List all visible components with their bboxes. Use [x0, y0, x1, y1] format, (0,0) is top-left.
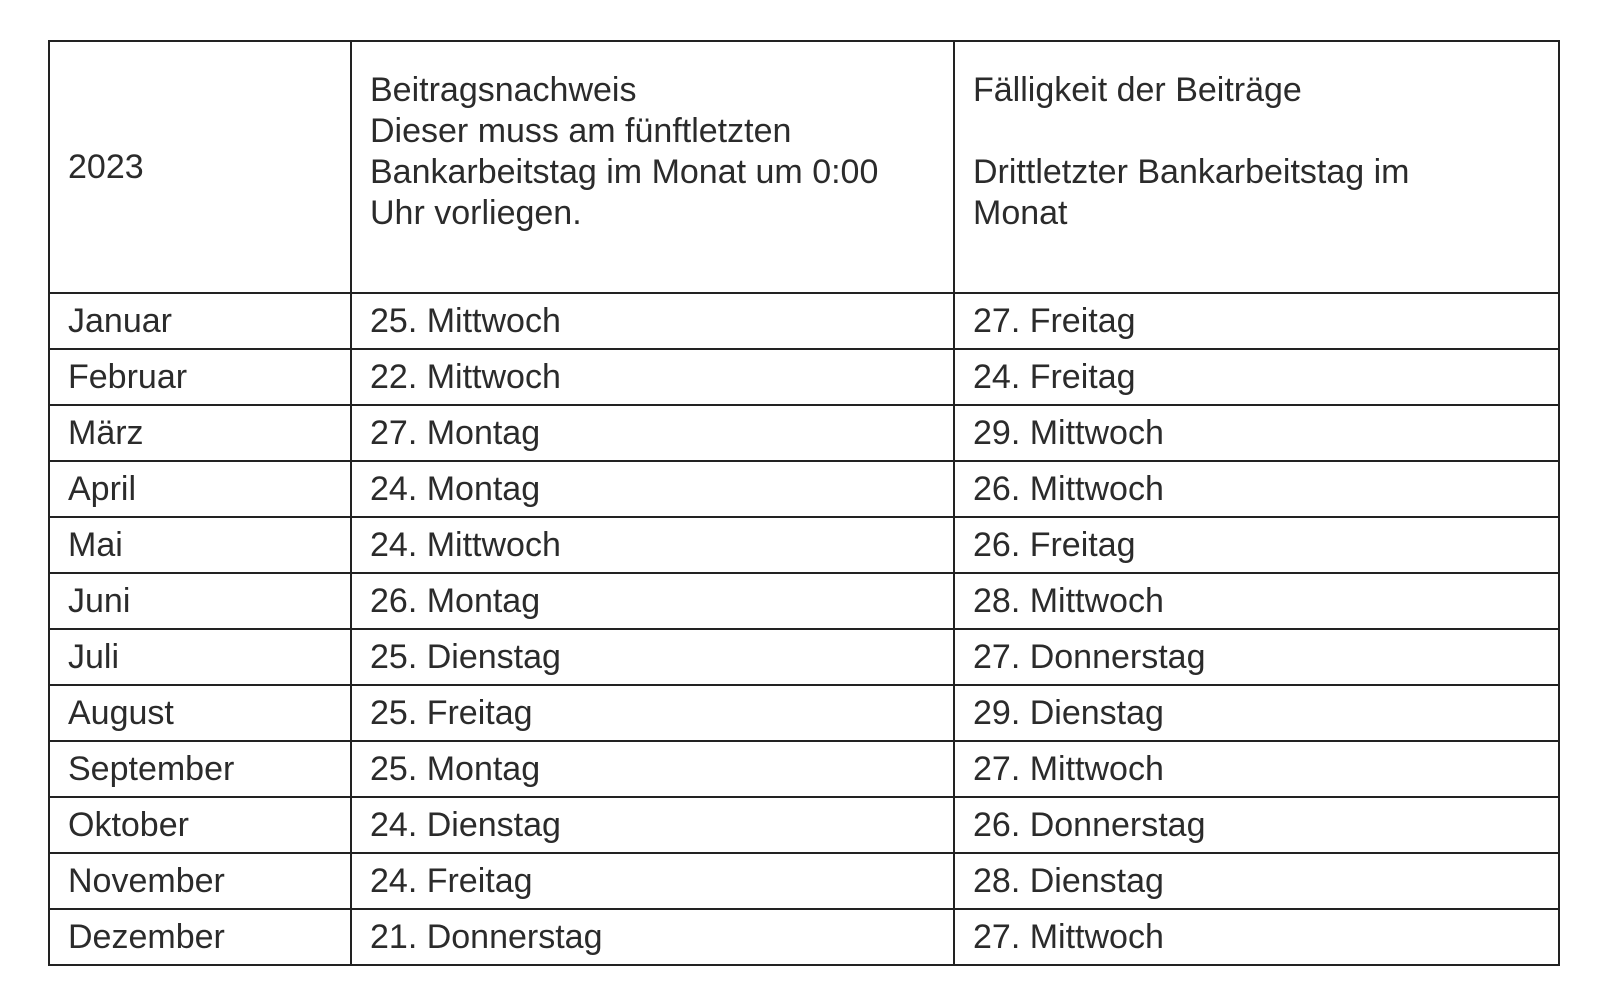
faelligkeit-cell: 29. Mittwoch: [954, 405, 1559, 461]
month-cell: Mai: [49, 517, 351, 573]
month-cell: Juli: [49, 629, 351, 685]
faelligkeit-cell: 27. Freitag: [954, 293, 1559, 349]
beitragsnachweis-cell: 24. Mittwoch: [351, 517, 954, 573]
table-row: [49, 349, 1559, 405]
month-cell: Oktober: [49, 797, 351, 853]
header-col3-spacer: [973, 111, 1540, 152]
faelligkeit-cell: 29. Dienstag: [954, 685, 1559, 741]
faelligkeit-cell: 26. Freitag: [954, 517, 1559, 573]
header-col3-line: Fälligkeit der Beiträge: [973, 71, 1302, 109]
table-row: [49, 797, 1559, 853]
beitragsnachweis-cell: 24. Montag: [351, 461, 954, 517]
beitragsnachweis-cell: 24. Dienstag: [351, 797, 954, 853]
month-cell: Februar: [49, 349, 351, 405]
beitragsnachweis-cell: 24. Freitag: [351, 853, 954, 909]
month-cell: Dezember: [49, 909, 351, 965]
beitrag-schedule-table: [48, 40, 1560, 966]
faelligkeit-cell: 27. Donnerstag: [954, 629, 1559, 685]
beitragsnachweis-cell: 21. Donnerstag: [351, 909, 954, 965]
beitragsnachweis-cell: 27. Montag: [351, 405, 954, 461]
table-row: [49, 461, 1559, 517]
header-year-cell: 2023: [49, 41, 351, 293]
table-row: [49, 405, 1559, 461]
faelligkeit-cell: 27. Mittwoch: [954, 909, 1559, 965]
faelligkeit-cell: 28. Dienstag: [954, 853, 1559, 909]
beitragsnachweis-cell: 22. Mittwoch: [351, 349, 954, 405]
table-row: [49, 685, 1559, 741]
faelligkeit-cell: 28. Mittwoch: [954, 573, 1559, 629]
beitragsnachweis-cell: 26. Montag: [351, 573, 954, 629]
table-row: [49, 741, 1559, 797]
table-row: [49, 573, 1559, 629]
header-col2-line: Dieser muss am fünftletzten: [370, 112, 792, 150]
faelligkeit-cell: 26. Donnerstag: [954, 797, 1559, 853]
month-cell: Juni: [49, 573, 351, 629]
header-col2-line: Bankarbeitstag im Monat um 0:00: [370, 153, 879, 191]
beitragsnachweis-cell: 25. Dienstag: [351, 629, 954, 685]
header-col2-line: Beitragsnachweis: [370, 71, 637, 109]
beitragsnachweis-cell: 25. Montag: [351, 741, 954, 797]
beitragsnachweis-cell: 25. Freitag: [351, 685, 954, 741]
table-header-row: [49, 41, 1559, 293]
faelligkeit-cell: 24. Freitag: [954, 349, 1559, 405]
table-row: [49, 853, 1559, 909]
header-col2-line: Uhr vorliegen.: [370, 194, 582, 232]
header-beitragsnachweis-cell: [351, 41, 954, 293]
table-row: [49, 629, 1559, 685]
header-faelligkeit-cell: [954, 41, 1559, 293]
month-cell: April: [49, 461, 351, 517]
month-cell: März: [49, 405, 351, 461]
table-row: [49, 293, 1559, 349]
header-col3-line: Monat: [973, 194, 1068, 232]
header-col3-line: Drittletzter Bankarbeitstag im: [973, 153, 1410, 191]
month-cell: Januar: [49, 293, 351, 349]
table-row: [49, 517, 1559, 573]
beitragsnachweis-cell: 25. Mittwoch: [351, 293, 954, 349]
faelligkeit-cell: 26. Mittwoch: [954, 461, 1559, 517]
table-body: [49, 41, 1559, 965]
table-row: [49, 909, 1559, 965]
month-cell: September: [49, 741, 351, 797]
month-cell: November: [49, 853, 351, 909]
month-cell: August: [49, 685, 351, 741]
faelligkeit-cell: 27. Mittwoch: [954, 741, 1559, 797]
